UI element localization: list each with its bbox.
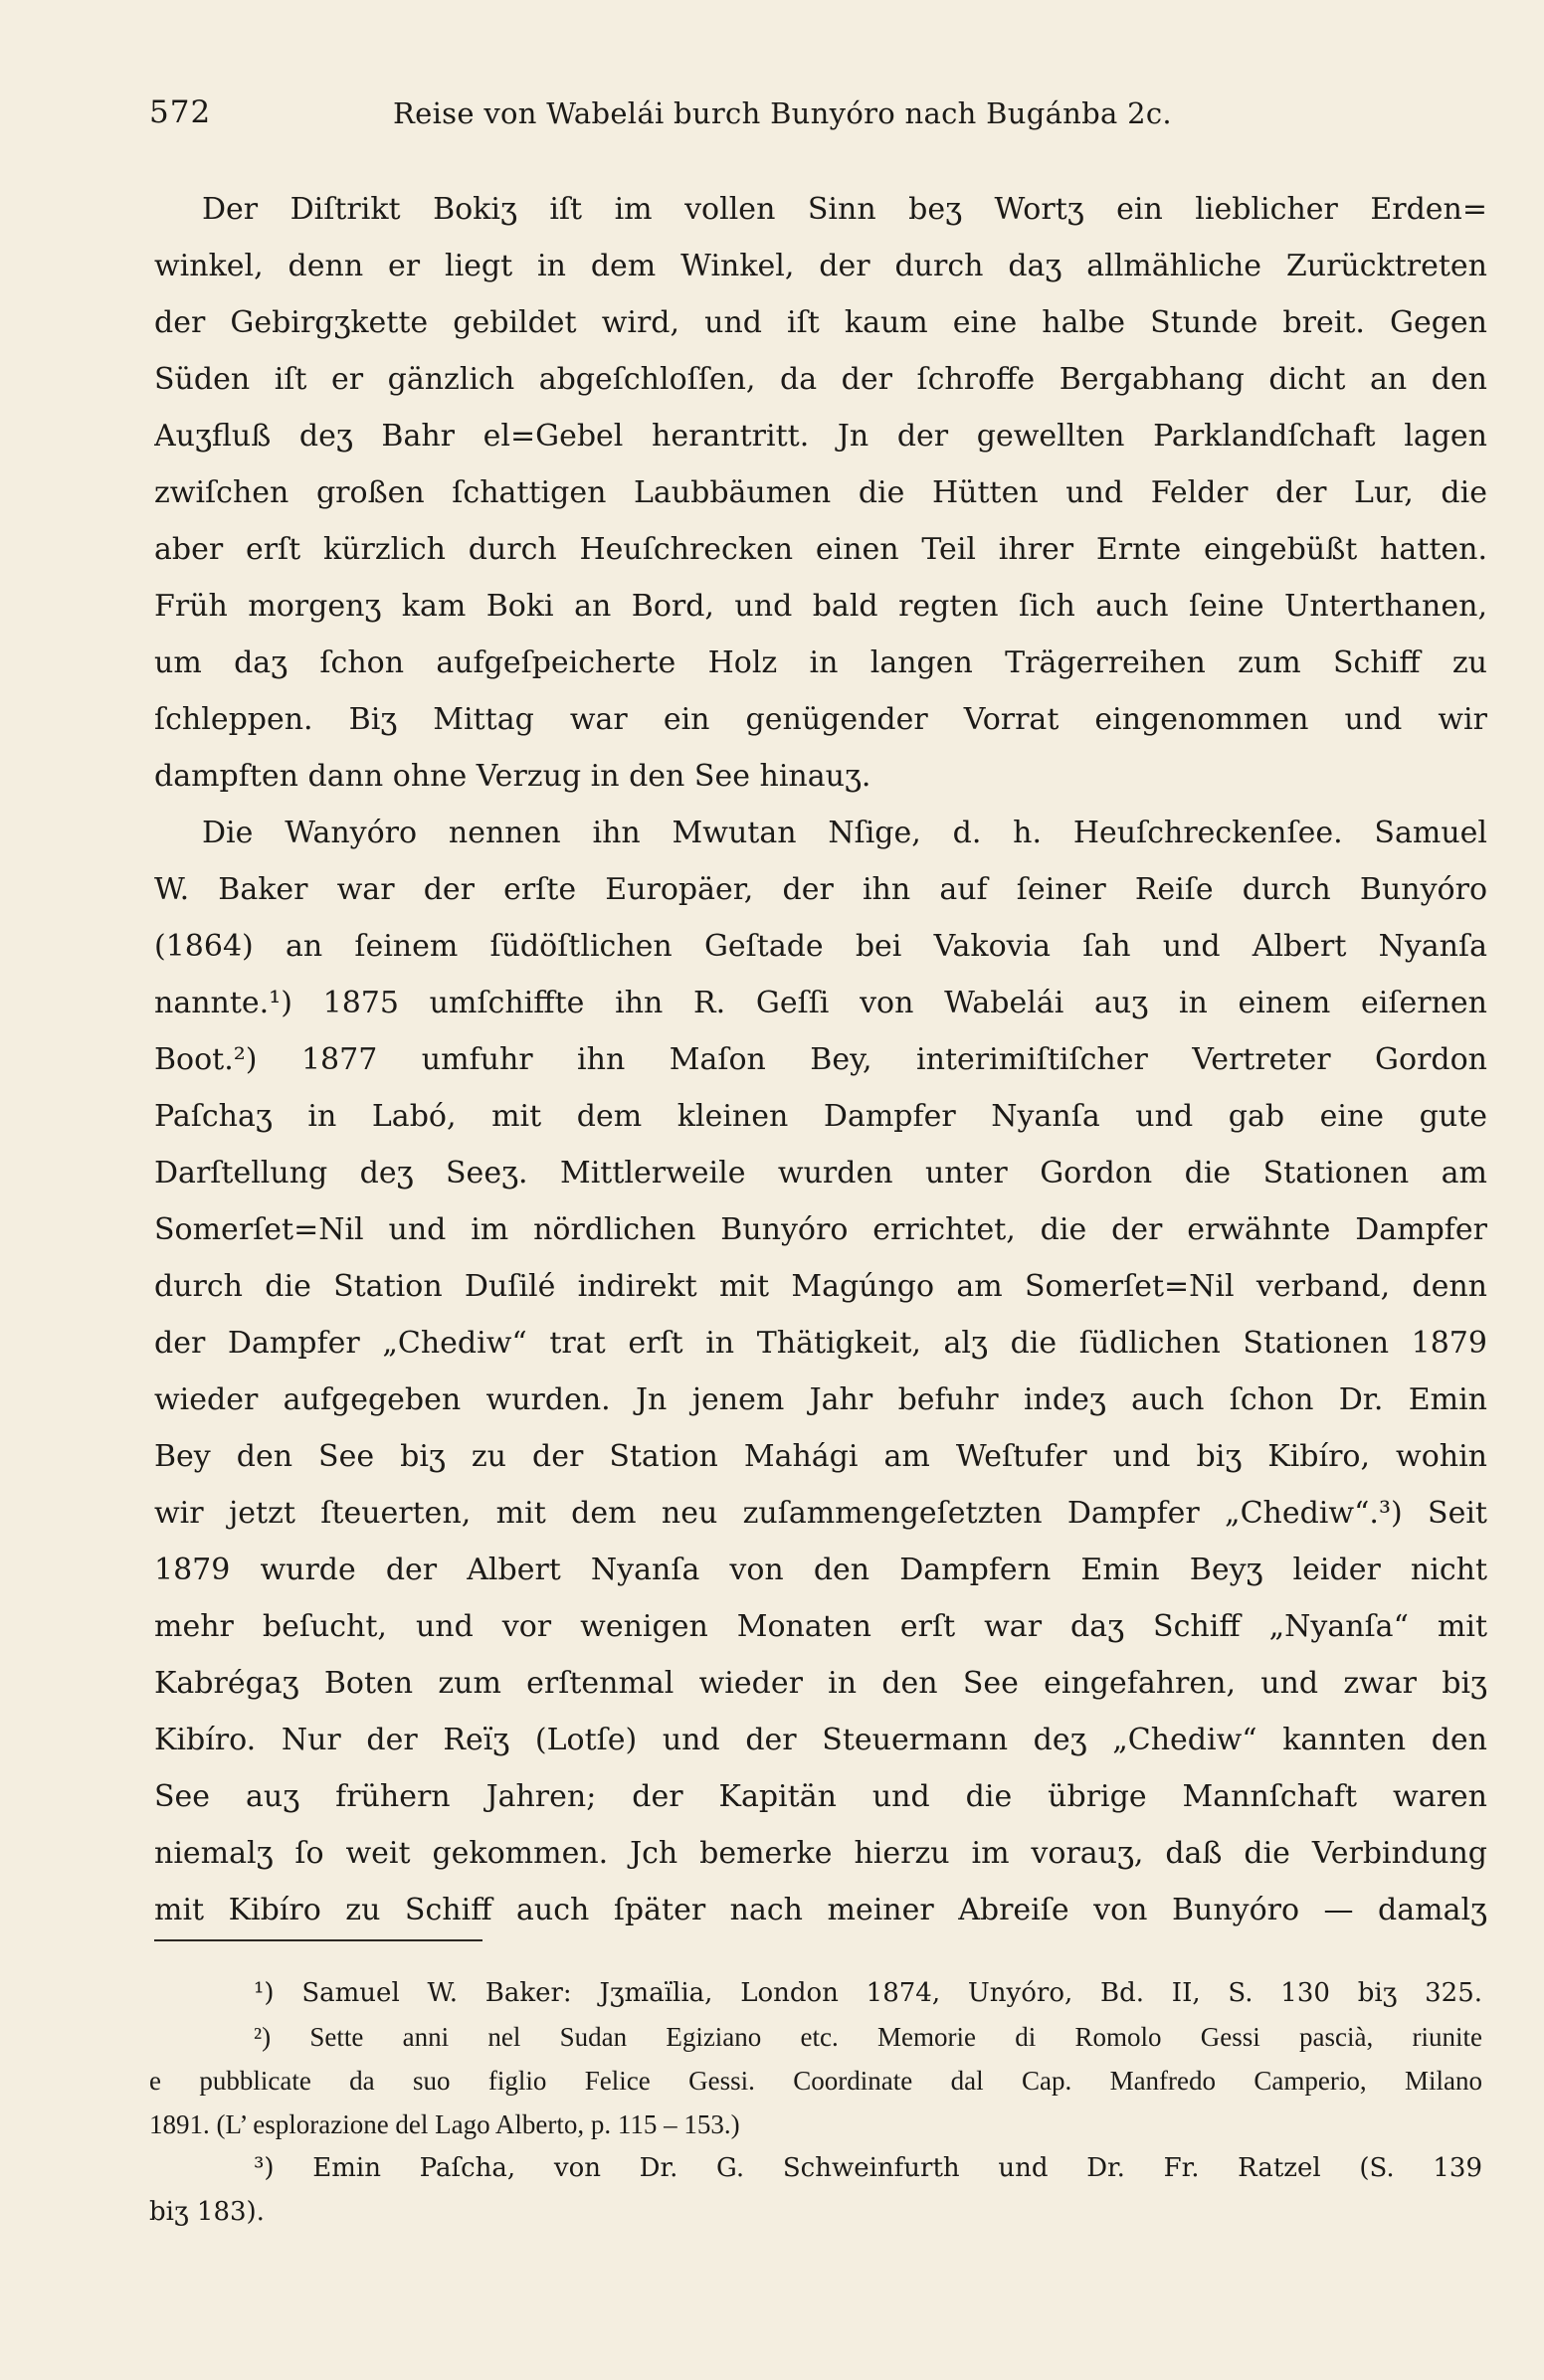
text-line: mehr beſucht, und vor wenigen Monaten erſt war daʒ Schiff „Nyanſa“ mit	[154, 1609, 1487, 1644]
text-line: der Dampfer „Chediw“ trat erſt in Thätigkeit, alʒ die ſüdlichen Stationen 1879	[154, 1326, 1487, 1361]
text-line: durch die Station Duſilé indirekt mit Magúngo am Somerſet=Nil verband, denn	[154, 1269, 1487, 1304]
footnote-line: ²) Sette anni nel Sudan Egiziano etc. Memorie di Romolo Gessi pascià, riunite	[254, 2022, 1482, 2052]
text-line: niemalʒ ſo weit gekommen. Jch bemerke hierzu im vorauʒ, daß die Verbindung	[154, 1836, 1487, 1871]
text-line: aber erſt kürzlich durch Heuſchrecken einen Teil ihrer Ernte eingebüßt hatten.	[154, 532, 1487, 567]
footnote-divider	[154, 1939, 482, 1941]
text-line: See auʒ frühern Jahren; der Kapitän und die übrige Mannſchaft waren	[154, 1779, 1487, 1814]
text-line: Kibíro. Nur der Reïʒ (Lotſe) und der Steuermann deʒ „Chediw“ kannten den	[154, 1723, 1487, 1757]
text-line: Süden iſt er gänzlich abgeſchloſſen, da der ſchroffe Bergabhang dicht an den	[154, 362, 1487, 397]
text-line: Boot.²) 1877 umfuhr ihn Maſon Bey, interimiſtiſcher Vertreter Gordon	[154, 1042, 1487, 1077]
text-line: um daʒ ſchon aufgeſpeicherte Holz in langen Trägerreihen zum Schiff zu	[154, 645, 1487, 680]
page-number: 572	[149, 94, 212, 130]
footnote-line: ¹) Samuel W. Baker: Jʒmaïlia, London 1874, Unyóro, Bd. II, S. 130 biʒ 325.	[254, 1978, 1482, 2008]
text-line: Kabrégaʒ Boten zum erſtenmal wieder in den See eingefahren, und zwar biʒ	[154, 1666, 1487, 1701]
footnote-line: e pubblicate da suo figlio Felice Gessi. Coordinate dal Cap. Manfredo Camperio, Milano	[149, 2066, 1482, 2096]
text-line: ſchleppen. Biʒ Mittag war ein genügender Vorrat eingenommen und wir	[154, 702, 1487, 737]
text-line: zwiſchen großen ſchattigen Laubbäumen die Hütten und Felder der Lur, die	[154, 475, 1487, 510]
body-text	[154, 181, 1487, 1938]
footnote-line: biʒ 183).	[149, 2197, 265, 2227]
text-line: nannte.¹) 1875 umſchiffte ihn R. Geſſi von Wabelái auʒ in einem eiſernen	[154, 986, 1487, 1020]
text-line: 1879 wurde der Albert Nyanſa von den Dampfern Emin Beyʒ leider nicht	[154, 1553, 1487, 1587]
text-line: Früh morgenʒ kam Boki an Bord, und bald regten ſich auch ſeine Unterthanen,	[154, 589, 1487, 624]
text-line: W. Baker war der erſte Europäer, der ihn auf ſeiner Reiſe durch Bunyóro	[154, 872, 1487, 907]
text-line: (1864) an ſeinem ſüdöſtlichen Geſtade bei Vakovia ſah und Albert Nyanſa	[154, 929, 1487, 964]
text-line: dampften dann ohne Verzug in den See hinauʒ.	[154, 759, 871, 794]
text-line: der Gebirgʒkette gebildet wird, und iſt kaum eine halbe Stunde breit. Gegen	[154, 305, 1487, 340]
text-line: mit Kibíro zu Schiff auch ſpäter nach meiner Abreiſe von Bunyóro — damalʒ	[154, 1893, 1487, 1927]
text-line: Der Diſtrikt Bokiʒ iſt im vollen Sinn beʒ Wortʒ ein lieblicher Erden=	[202, 192, 1487, 227]
footnote-line: 1891. (L’ esplorazione del Lago Alberto, p. 115 – 153.)	[149, 2109, 740, 2139]
text-line: Darſtellung deʒ Seeʒ. Mittlerweile wurden unter Gordon die Stationen am	[154, 1156, 1487, 1190]
page-header	[149, 94, 1487, 134]
text-line: Paſchaʒ in Labó, mit dem kleinen Dampfer Nyanſa und gab eine gute	[154, 1099, 1487, 1134]
text-line: Die Wanyóro nennen ihn Mwutan Nſige, d. h. Heuſchreckenſee. Samuel	[202, 816, 1487, 850]
text-line: Auʒfluß deʒ Bahr el=Gebel herantritt. Jn der gewellten Parklandſchaft lagen	[154, 419, 1487, 454]
text-line: winkel, denn er liegt in dem Winkel, der durch daʒ allmähliche Zurücktreten	[154, 249, 1487, 283]
text-line: wir jetzt ſteuerten, mit dem neu zuſammengeſetzten Dampfer „Chediw“.³) Seit	[154, 1496, 1487, 1531]
text-line: wieder aufgegeben wurden. Jn jenem Jahr befuhr indeʒ auch ſchon Dr. Emin	[154, 1382, 1487, 1417]
text-line: Bey den See biʒ zu der Station Mahági am Weſtufer und biʒ Kibíro, wohin	[154, 1439, 1487, 1474]
text-line: Somerſet=Nil und im nördlichen Bunyóro errichtet, die der erwähnte Dampfer	[154, 1212, 1487, 1247]
running-title: Reise von Wabelái burch Bunyóro nach Bugánba 2c.	[393, 96, 1172, 130]
footnote-line: ³) Emin Paſcha, von Dr. G. Schweinfurth und Dr. Fr. Ratzel (S. 139	[254, 2153, 1482, 2183]
footnotes	[149, 1971, 1482, 2234]
